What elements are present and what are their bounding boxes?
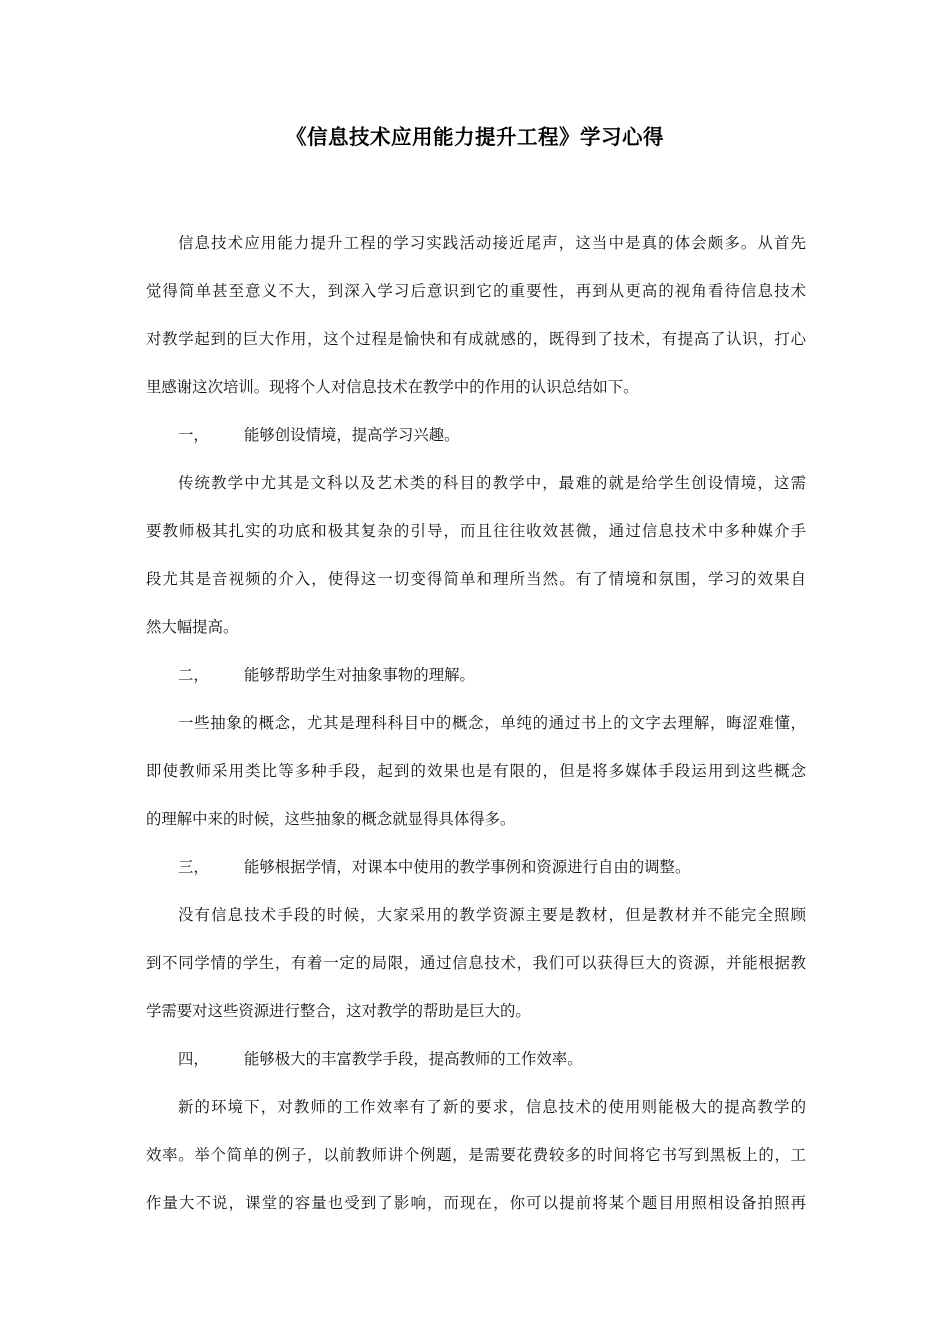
paragraph-line: 效率。举个简单的例子，以前教师讲个例题，是需要花费较多的时间将它书写到黑板上的，工 bbox=[146, 1146, 806, 1164]
section-number: 二， bbox=[178, 666, 209, 684]
section-number: 三， bbox=[178, 858, 209, 876]
section-heading bbox=[146, 843, 806, 891]
section-heading bbox=[146, 1035, 806, 1083]
section-number: 四， bbox=[178, 1050, 209, 1068]
paragraph-line: 传统教学中尤其是文科以及艺术类的科目的教学中，最难的就是给学生创设情境，这需 bbox=[178, 474, 806, 492]
paragraph-line: 段尤其是音视频的介入，使得这一切变得简单和理所当然。有了情境和氛围，学习的效果自 bbox=[146, 570, 806, 588]
paragraph-line: 觉得简单甚至意义不大，到深入学习后意识到它的重要性，再到从更高的视角看待信息技术 bbox=[146, 282, 806, 300]
section-heading bbox=[146, 651, 806, 699]
body-paragraph bbox=[146, 699, 806, 843]
section-heading-text: 能够创设情境，提高学习兴趣。 bbox=[244, 426, 460, 444]
body-paragraph bbox=[146, 1083, 806, 1227]
section-heading-text: 能够极大的丰富教学手段，提高教师的工作效率。 bbox=[244, 1050, 583, 1068]
body-paragraph bbox=[146, 459, 806, 651]
document-body bbox=[146, 219, 806, 1227]
paragraph-line: 然大幅提高。 bbox=[146, 618, 239, 636]
section-heading-text: 能够帮助学生对抽象事物的理解。 bbox=[244, 666, 475, 684]
section-heading-text: 能够根据学情，对课本中使用的教学事例和资源进行自由的调整。 bbox=[244, 858, 691, 876]
paragraph-line: 一些抽象的概念，尤其是理科科目中的概念，单纯的通过书上的文字去理解，晦涩难懂， bbox=[178, 714, 806, 732]
paragraph-line: 对教学起到的巨大作用，这个过程是愉快和有成就感的，既得到了技术，有提高了认识，打心 bbox=[146, 330, 806, 348]
section-number: 一， bbox=[178, 426, 209, 444]
body-paragraph bbox=[146, 219, 806, 411]
paragraph-line: 没有信息技术手段的时候，大家采用的教学资源主要是教材，但是教材并不能完全照顾 bbox=[178, 906, 806, 924]
paragraph-line: 到不同学情的学生，有着一定的局限，通过信息技术，我们可以获得巨大的资源，并能根据教 bbox=[146, 954, 806, 972]
paragraph-line: 作量大不说，课堂的容量也受到了影响，而现在，你可以提前将某个题目用照相设备拍照再 bbox=[146, 1194, 806, 1212]
paragraph-line: 学需要对这些资源进行整合，这对教学的帮助是巨大的。 bbox=[146, 1002, 531, 1020]
paragraph-line: 新的环境下，对教师的工作效率有了新的要求，信息技术的使用则能极大的提高教学的 bbox=[178, 1098, 806, 1116]
body-paragraph bbox=[146, 891, 806, 1035]
document-title: 《信息技术应用能力提升工程》学习心得 bbox=[286, 125, 664, 149]
paragraph-line: 即使教师采用类比等多种手段，起到的效果也是有限的，但是将多媒体手段运用到这些概念 bbox=[146, 762, 806, 780]
paragraph-line: 要教师极其扎实的功底和极其复杂的引导，而且往往收效甚微，通过信息技术中多种媒介手 bbox=[146, 522, 806, 540]
paragraph-line: 信息技术应用能力提升工程的学习实践活动接近尾声，这当中是真的体会颇多。从首先 bbox=[178, 234, 806, 252]
section-heading bbox=[146, 411, 806, 459]
paragraph-line: 的理解中来的时候，这些抽象的概念就显得具体得多。 bbox=[146, 810, 516, 828]
paragraph-line: 里感谢这次培训。现将个人对信息技术在教学中的作用的认识总结如下。 bbox=[146, 378, 639, 396]
